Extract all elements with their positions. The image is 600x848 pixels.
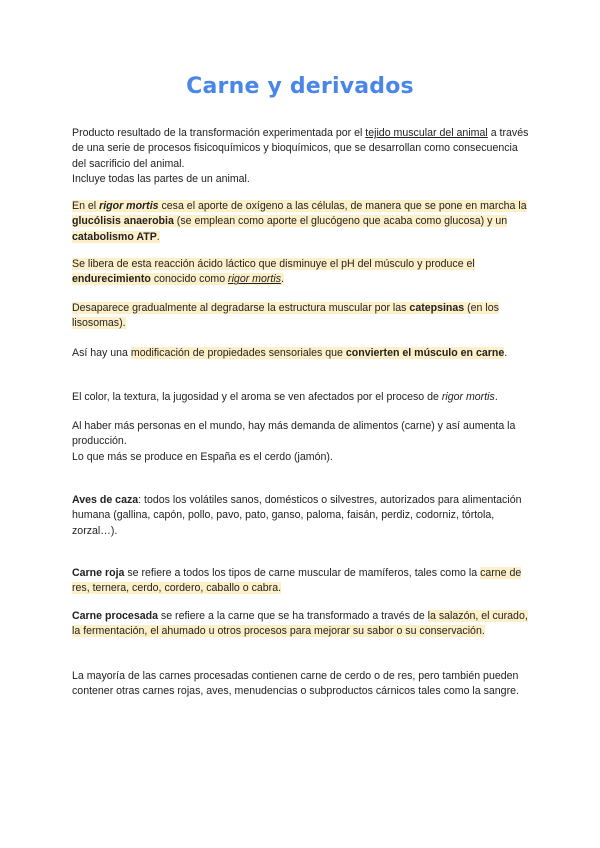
demanda-paragraph: [72, 419, 532, 465]
intro-paragraph: [72, 126, 532, 187]
modificacion-text-b: .: [504, 347, 508, 359]
acido-text-c: .: [281, 273, 284, 286]
carne-roja-text: se refiere a todos los tipos de carne muscular de mamíferos, tales como la: [124, 567, 481, 579]
rigor-mortis-link: rigor mortis: [228, 273, 282, 286]
carne-roja-term: Carne roja: [72, 567, 125, 579]
acido-text-a: Se libera de esta reacción ácido láctico que disminuye el pH del músculo y produce el: [72, 258, 475, 270]
color-paragraph: [72, 390, 532, 405]
acido-text-b: conocido como: [150, 273, 229, 286]
tejido-muscular-link: tejido muscular del animal: [365, 127, 488, 139]
espana-cerdo-text: Lo que más se produce en España es el cerdo (jamón).: [72, 450, 333, 463]
aves-text: : todos los volátiles sanos, domésticos o silvestres, autorizados para alimentación humana (gallina, capón, pollo, pavo, pato, ganso, paloma, faisán, perdiz, codorniz, tórtola, zorzal…).: [72, 494, 522, 537]
convierten-musculo-term: convierten el músculo en carne: [345, 347, 505, 359]
carne-procesada-highlight: la salazón, el curado, la fermentación, el ahumado u otros procesos para mejorar su sabor o su conservación.: [72, 610, 528, 638]
color-text-b: .: [494, 391, 498, 403]
aves-de-caza-term: Aves de caza: [72, 494, 139, 506]
catepsinas-text-a: Desaparece gradualmente al degradarse la estructura muscular por las: [72, 302, 410, 314]
modificacion-text-a: Así hay una: [72, 347, 131, 359]
catepsinas-term: catepsinas: [409, 302, 465, 314]
catepsinas-paragraph: [72, 301, 532, 332]
rigor-mortis-term: rigor mortis: [99, 200, 159, 212]
modificacion-highlight: modificación de propiedades sensoriales que: [130, 347, 346, 359]
carne-roja-highlight: carne de res, ternera, cerdo, cordero, caballo o cabra.: [72, 567, 522, 595]
carne-procesada-term: Carne procesada: [72, 610, 158, 622]
rigor-mortis-paragraph: [72, 199, 532, 245]
rigor-text-a: En el: [72, 200, 100, 212]
rigor-text-b: cesa el aporte de oxígeno a las células, de manera que se pone en marcha la: [158, 200, 527, 212]
modificacion-paragraph: [72, 346, 532, 361]
carne-roja-paragraph: [72, 566, 532, 597]
demanda-text: Al haber más personas en el mundo, hay más demanda de alimentos (carne) y así aumenta la producción.: [72, 420, 516, 448]
mayoria-paragraph: [72, 669, 532, 700]
intro-text-c: Incluye todas las partes de un animal.: [72, 172, 250, 185]
acido-lactico-paragraph: [72, 257, 532, 288]
intro-text-a: Producto resultado de la transformación experimentada por el: [72, 127, 366, 139]
aves-paragraph: [72, 493, 532, 539]
catabolismo-term: catabolismo ATP: [72, 230, 157, 243]
carne-procesada-paragraph: [72, 609, 532, 640]
rigor-text-d: .: [156, 230, 160, 243]
carne-procesada-text: se refiere a la carne que se ha transformado a través de: [157, 610, 428, 622]
rigor-mortis-italic: rigor mortis: [441, 391, 495, 403]
color-text-a: El color, la textura, la jugosidad y el aroma se ven afectados por el proceso de: [72, 391, 442, 403]
intro-text-b: a través de una serie de procesos fisicoquímicos y bioquímicos, que se desarrollan como consecuencia del sacrificio del animal.: [72, 127, 529, 170]
page-title: Carne y derivados: [186, 74, 414, 99]
catepsinas-text-b: (en los lisosomas).: [72, 302, 499, 330]
endurecimiento-term: endurecimiento: [72, 273, 151, 286]
rigor-text-c: (se emplean como aporte el glucógeno que acaba como glucosa) y un: [173, 215, 508, 228]
glucolisis-term: glucólisis anaerobia: [72, 215, 174, 228]
mayoria-text: La mayoría de las carnes procesadas contienen carne de cerdo o de res, pero también pueden contener otras carnes rojas, aves, menudencias o subproductos cárnicos tales como la sangre.: [72, 670, 519, 698]
